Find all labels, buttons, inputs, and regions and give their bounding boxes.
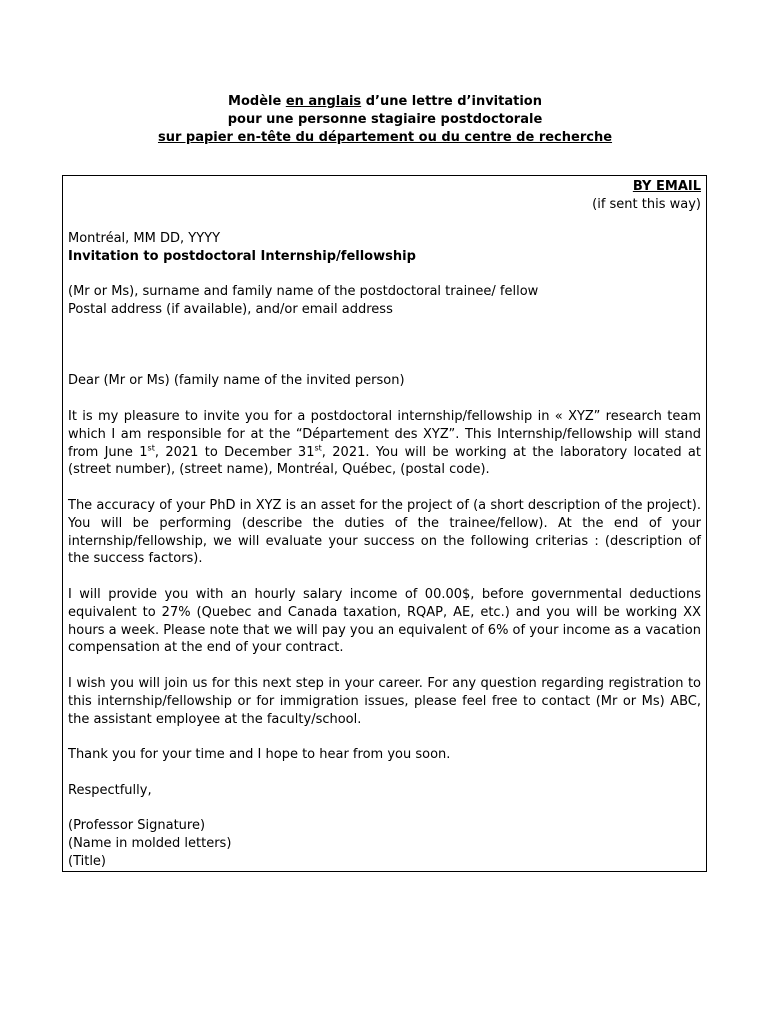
delivery-block <box>592 178 701 214</box>
letter-body <box>68 230 701 871</box>
paragraph-thanks: Thank you for your time and I hope to hear from you soon. <box>68 747 451 763</box>
heading-underlined-phrase: en anglais <box>285 94 362 109</box>
paragraph-salary: I will provide you with an hourly salary income of 00.00$, before governmental deductions equivalent to 27% (Quebec and Canada taxation, RQAP, AE, etc.) and you will be working XX hours a week. Please note that we will pay you an equivalent of 6% of your income as a vacation compensation at the end of your contract. <box>68 586 701 656</box>
recipient-name: (Mr or Ms), surname and family name of the postdoctoral trainee/ fellow <box>68 284 539 300</box>
heading-line-1: Modèle en anglais d’une lettre d’invitation <box>228 94 542 109</box>
paragraph-contact: I wish you will join us for this next step in your career. For any question regarding registration to this internship/fellowship or for immigration issues, please feel free to contact (Mr or Ms) ABC, the assistant employee at the faculty/school. <box>68 675 701 727</box>
paragraph-invitation: It is my pleasure to invite you for a postdoctoral internship/fellowship in « XYZ” research team which I am responsible for at the “Département des XYZ”. This Internship/fellowship will stand from June 1st, 2021 to December 31st, 2021. You will be working at the laboratory located at (street number), (street name), Montréal, Québec, (postal code). <box>68 408 701 478</box>
signature-line: (Professor Signature) <box>68 818 206 834</box>
by-email-label: BY EMAIL <box>632 179 701 194</box>
heading-line-3: sur papier en-tête du département ou du centre de recherche <box>157 130 613 145</box>
place-date: Montréal, MM DD, YYYY <box>68 231 221 246</box>
title-line: (Title) <box>68 853 107 869</box>
name-line: (Name in molded letters) <box>68 836 232 852</box>
salutation: Dear (Mr or Ms) (family name of the invited person) <box>68 373 405 389</box>
closing: Respectfully, <box>68 782 152 798</box>
paragraph-project: The accuracy of your PhD in XYZ is an asset for the project of (a short description of the project). You will be performing (describe the duties of the trainee/fellow). At the end of your internship/fellowship, we will evaluate your success on the following criterias : (description of the success factors). <box>68 497 701 567</box>
by-email-note: (if sent this way) <box>592 197 701 212</box>
heading-line-2: pour une personne stagiaire postdoctorale <box>227 112 543 127</box>
recipient-address: Postal address (if available), and/or email address <box>68 302 393 318</box>
document-heading <box>0 93 770 147</box>
letter-subject: Invitation to postdoctoral Internship/fellowship <box>68 248 416 264</box>
